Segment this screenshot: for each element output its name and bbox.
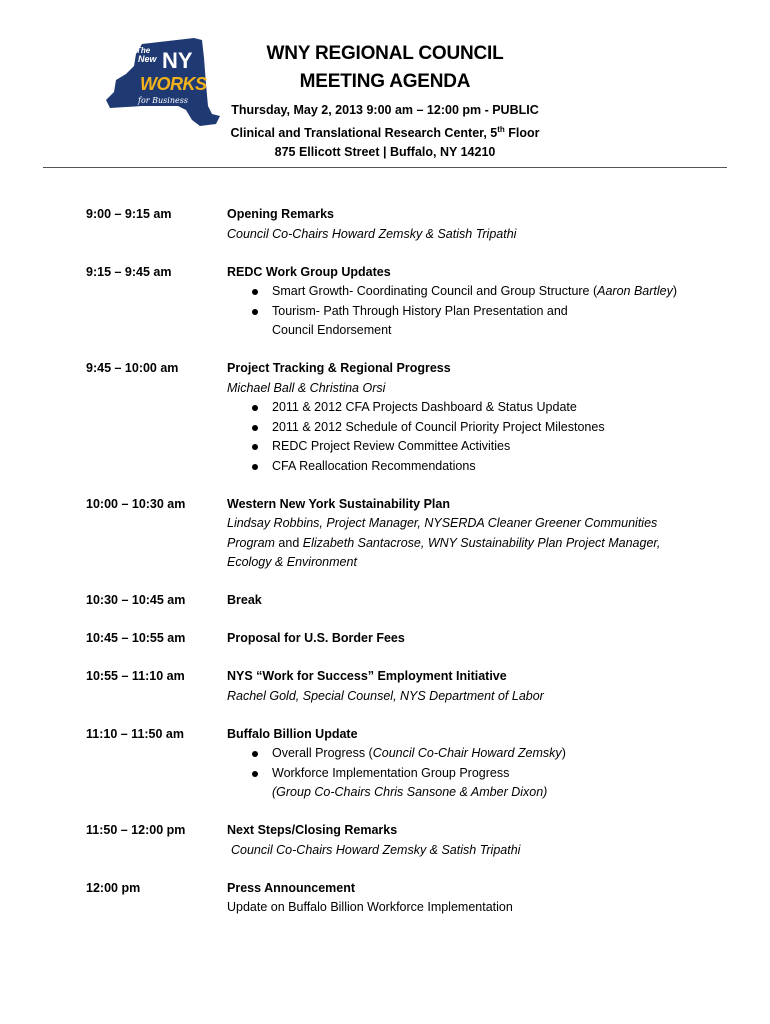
agenda-time: 12:00 pm	[86, 880, 141, 895]
agenda-heading: Western New York Sustainability Plan	[227, 496, 450, 511]
agenda-time: 11:50 – 12:00 pm	[86, 823, 186, 837]
agenda-time: 10:45 – 10:55 am	[86, 631, 186, 645]
agenda-item	[86, 667, 746, 706]
agenda-note: Michael Ball & Christina Orsi	[227, 380, 386, 395]
agenda-item	[86, 629, 746, 649]
agenda-heading: Press Announcement	[227, 880, 356, 895]
agenda-heading: Next Steps/Closing Remarks	[227, 823, 398, 837]
logo-works: WORKS	[140, 74, 207, 94]
agenda-bullet: REDC Project Review Committee Activities	[227, 437, 746, 457]
agenda-heading: Project Tracking & Regional Progress	[227, 361, 451, 375]
agenda-time: 9:45 – 10:00 am	[86, 361, 179, 375]
header-divider	[43, 167, 727, 168]
agenda-heading: Opening Remarks	[227, 207, 334, 221]
agenda-bullet: Tourism- Path Through History Plan Presentation and	[227, 302, 746, 322]
agenda-time: 9:15 – 9:45 am	[86, 264, 172, 279]
agenda-heading: Buffalo Billion Update	[227, 726, 358, 741]
agenda-note: Update on Buffalo Billion Workforce Implementation	[227, 900, 513, 914]
agenda-bullet: Smart Growth- Coordinating Council and Group Structure (Aaron Bartley)	[227, 282, 746, 302]
agenda-note: Ecology & Environment	[227, 555, 357, 569]
agenda-item	[86, 359, 746, 476]
logo-new: New	[138, 54, 157, 64]
agenda-time: 10:55 – 11:10 am	[86, 669, 185, 683]
agenda-bullet: 2011 & 2012 Schedule of Council Priority Project Milestones	[227, 418, 746, 438]
agenda-bullet: Overall Progress (Council Co-Chair Howard Zemsky)	[227, 744, 746, 764]
agenda-note: Program and Elizabeth Santacrose, WNY Sustainability Plan Project Manager,	[227, 535, 661, 550]
title-line-2: MEETING AGENDA	[299, 71, 471, 92]
agenda-header	[205, 40, 565, 162]
agenda-time: 10:00 – 10:30 am	[86, 496, 186, 511]
agenda-bullet-continuation: (Group Co-Chairs Chris Sansone & Amber Dixon)	[272, 785, 548, 799]
agenda-bullet: CFA Reallocation Recommendations	[227, 457, 746, 477]
agenda-note: Council Co-Chairs Howard Zemsky & Satish Tripathi	[227, 226, 517, 241]
agenda-item	[86, 725, 746, 803]
agenda-item	[86, 821, 746, 860]
agenda-bullet-continuation: Council Endorsement	[272, 323, 392, 337]
agenda-note: Rachel Gold, Special Counsel, NYS Department of Labor	[227, 688, 544, 703]
agenda-item	[86, 591, 746, 611]
address-line: 875 Ellicott Street | Buffalo, NY 14210	[274, 145, 496, 160]
agenda-bullet: Workforce Implementation Group Progress	[227, 764, 746, 784]
agenda-item	[86, 495, 746, 573]
logo-the: The	[136, 46, 151, 55]
agenda-heading: Proposal for U.S. Border Fees	[227, 631, 405, 645]
ny-works-logo	[102, 36, 222, 132]
agenda-time: 10:30 – 10:45 am	[86, 593, 186, 607]
agenda-item	[86, 879, 746, 918]
logo-for-business: for Business	[138, 96, 188, 105]
date-line: Thursday, May 2, 2013 9:00 am – 12:00 pm - PUBLIC	[231, 103, 539, 117]
agenda-time: 9:00 – 9:15 am	[86, 207, 172, 221]
agenda-item	[86, 205, 746, 244]
logo-ny: NY	[162, 48, 193, 73]
agenda-list	[86, 205, 746, 936]
agenda-bullet: 2011 & 2012 CFA Projects Dashboard & Status Update	[227, 398, 746, 418]
agenda-item	[86, 263, 746, 341]
venue-line: Clinical and Translational Research Center, 5th Floor	[230, 125, 540, 141]
agenda-note: Council Co-Chairs Howard Zemsky & Satish Tripathi	[231, 842, 521, 857]
agenda-heading: Break	[227, 593, 262, 607]
agenda-heading: NYS “Work for Success” Employment Initiative	[227, 669, 507, 683]
title-line-1: WNY REGIONAL COUNCIL	[266, 43, 504, 64]
agenda-heading: REDC Work Group Updates	[227, 264, 391, 279]
agenda-note: Lindsay Robbins, Project Manager, NYSERDA Cleaner Greener Communities	[227, 516, 658, 530]
agenda-time: 11:10 – 11:50 am	[86, 726, 184, 741]
